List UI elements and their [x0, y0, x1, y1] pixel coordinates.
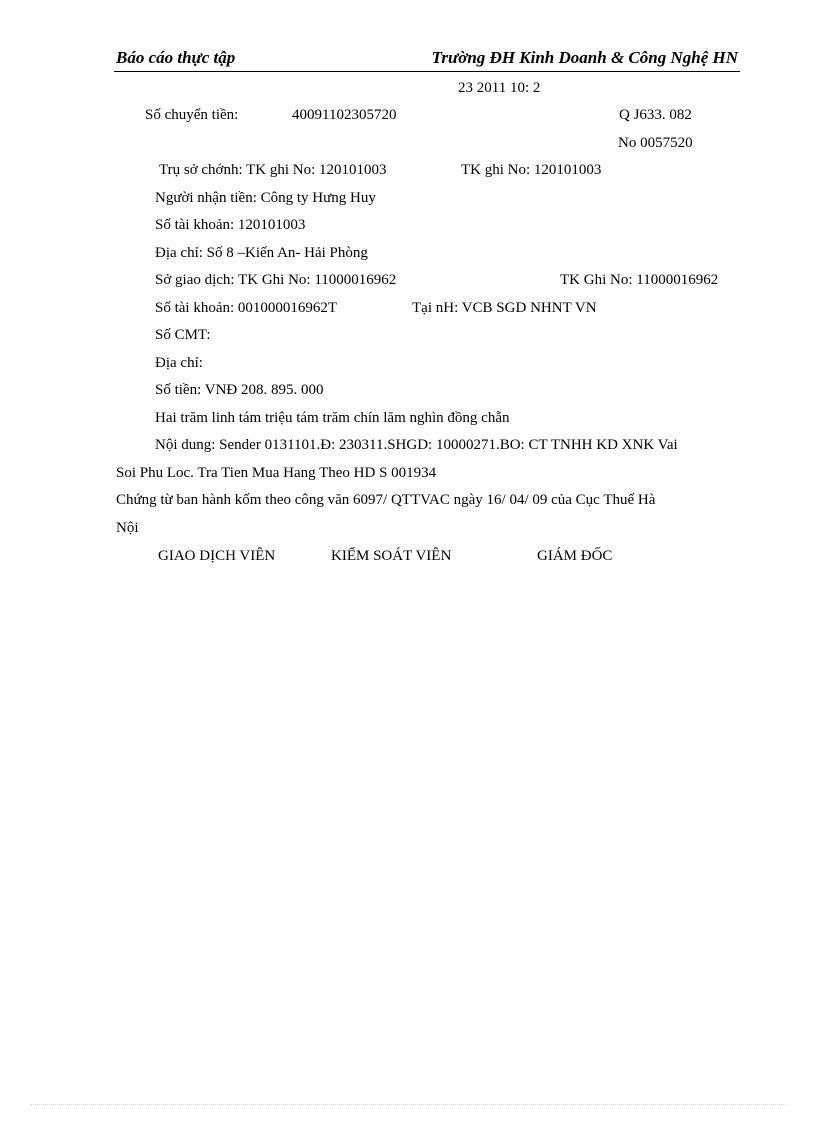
amount-words: Hai trăm linh tám triệu tám trăm chín lăm nghìn đồng chẵn — [155, 410, 510, 426]
account-1: Số tài khoản: 120101003 — [155, 217, 306, 233]
address-1: Địa chỉ: Số 8 –Kiến An- Hải Phòng — [155, 245, 368, 261]
exchange-debit: Sở giao dịch: TK Ghi No: 11000016962 — [155, 272, 397, 288]
hq-debit: Trụ sở chớnh: TK ghi No: 120101003 — [159, 162, 387, 178]
transfer-label: Số chuyển tiền: — [145, 107, 239, 123]
signature-teller: GIAO DỊCH VIÊN — [158, 548, 276, 564]
code-1: Q J633. 082 — [619, 107, 692, 123]
cmt: Số CMT: — [155, 327, 211, 343]
amount: Số tiền: VNĐ 208. 895. 000 — [155, 382, 324, 398]
bank: Tại nH: VCB SGD NHNT VN — [412, 300, 597, 316]
datetime: 23 2011 10: 2 — [458, 80, 541, 96]
account-2: Số tài khoản: 001000016962T — [155, 300, 338, 316]
footer-dotted-line — [30, 1104, 786, 1105]
exchange-credit: TK Ghi No: 11000016962 — [560, 272, 719, 288]
header-right: Trường ĐH Kinh Doanh & Công Nghệ HN — [431, 48, 738, 67]
signature-controller: KIỂM SOÁT VIÊN — [331, 548, 452, 564]
code-2: No 0057520 — [618, 135, 693, 151]
hq-credit: TK ghi No: 120101003 — [461, 162, 602, 178]
address-2: Địa chỉ: — [155, 355, 203, 371]
receiver: Người nhận tiền: Công ty Hưng Huy — [155, 190, 376, 206]
header-rule — [114, 71, 740, 72]
content-line-2: Soi Phu Loc. Tra Tien Mua Hang Theo HD S 001934 — [116, 465, 437, 481]
note-line-1: Chứng từ ban hành kốm theo công văn 6097/ QTTVAC ngày 16/ 04/ 09 của Cục Thuế Hà — [116, 492, 656, 508]
note-line-2: Nội — [116, 520, 139, 536]
transfer-number: 40091102305720 — [292, 107, 397, 123]
header-left: Báo cáo thực tập — [116, 48, 236, 67]
signature-director: GIÁM ĐỐC — [537, 548, 613, 564]
content-line-1: Nội dung: Sender 0131101.Đ: 230311.SHGD: 10000271.BO: CT TNHH KD XNK Vai — [155, 437, 678, 453]
